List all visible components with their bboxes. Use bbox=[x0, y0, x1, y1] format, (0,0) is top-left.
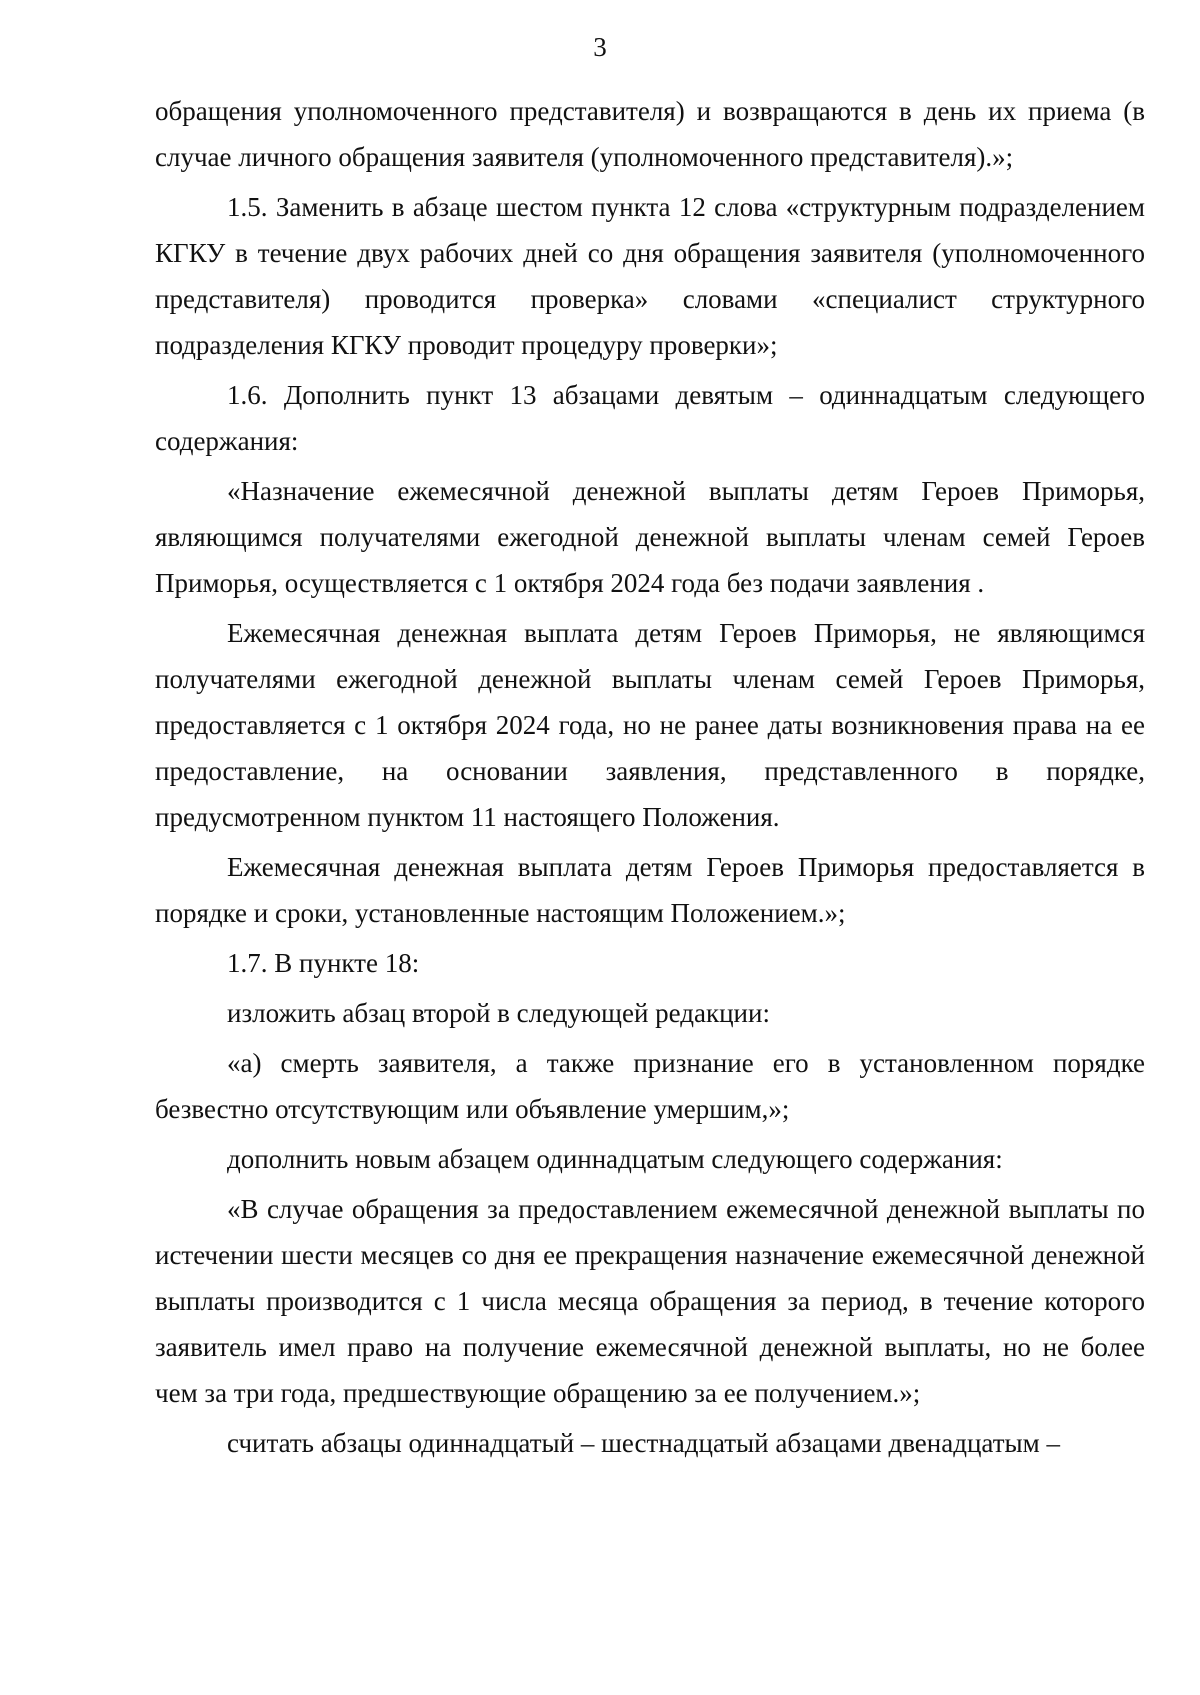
paragraph-quote-death: «а) смерть заявителя, а также признание его в установленном порядке безвестно отсутствующим или объявление умершим,»; bbox=[155, 1048, 1145, 1124]
paragraph-item-1-7: 1.7. В пункте 18: bbox=[227, 948, 420, 978]
paragraph-quote-appointment: «Назначение ежемесячной денежной выплаты детям Героев Приморья, являющимся получателями ежегодной денежной выплаты членам семей Героев Приморья, осуществляется с 1 октября 2024 года без подачи заявления . bbox=[155, 476, 1145, 598]
paragraph-continuation: обращения уполномоченного представителя) и возвращаются в день их приема (в случае личного обращения заявителя (уполномоченного представителя).»; bbox=[155, 96, 1145, 172]
paragraph-item-1-5: 1.5. Заменить в абзаце шестом пункта 12 слова «структурным подразделением КГКУ в течение двух рабочих дней со дня обращения заявителя (уполномоченного представителя) проводится проверка» словами «специалист структурного подразделения КГКУ проводит процедуру проверки»; bbox=[155, 192, 1145, 360]
paragraph-add-eleventh: дополнить новым абзацем одиннадцатым следующего содержания: bbox=[227, 1144, 1003, 1174]
document-body bbox=[155, 88, 1145, 1466]
paragraph-quote-late-application: «В случае обращения за предоставлением ежемесячной денежной выплаты по истечении шести месяцев со дня ее прекращения назначение ежемесячной денежной выплаты производится с 1 числа месяца обращения за период, в течение которого заявитель имел право на получение ежемесячной денежной выплаты, но не более чем за три года, предшествующие обращению за ее получением.»; bbox=[155, 1194, 1145, 1408]
paragraph-item-1-6: 1.6. Дополнить пункт 13 абзацами девятым – одиннадцатым следующего содержания: bbox=[155, 380, 1145, 456]
page-number: 3 bbox=[593, 32, 607, 62]
paragraph-restate-second: изложить абзац второй в следующей редакции: bbox=[227, 998, 770, 1028]
paragraph-renumber: считать абзацы одиннадцатый – шестнадцатый абзацами двенадцатым – bbox=[227, 1428, 1060, 1458]
paragraph-monthly-payment-order: Ежемесячная денежная выплата детям Героев Приморья предоставляется в порядке и сроки, установленные настоящим Положением.»; bbox=[155, 852, 1145, 928]
paragraph-monthly-payment-non-recipients: Ежемесячная денежная выплата детям Героев Приморья, не являющимся получателями ежегодной денежной выплаты членам семей Героев Приморья, предоставляется с 1 октября 2024 года, но не ранее даты возникновения права на ее предоставление, на основании заявления, представленного в порядке, предусмотренном пунктом 11 настоящего Положения. bbox=[155, 618, 1145, 832]
